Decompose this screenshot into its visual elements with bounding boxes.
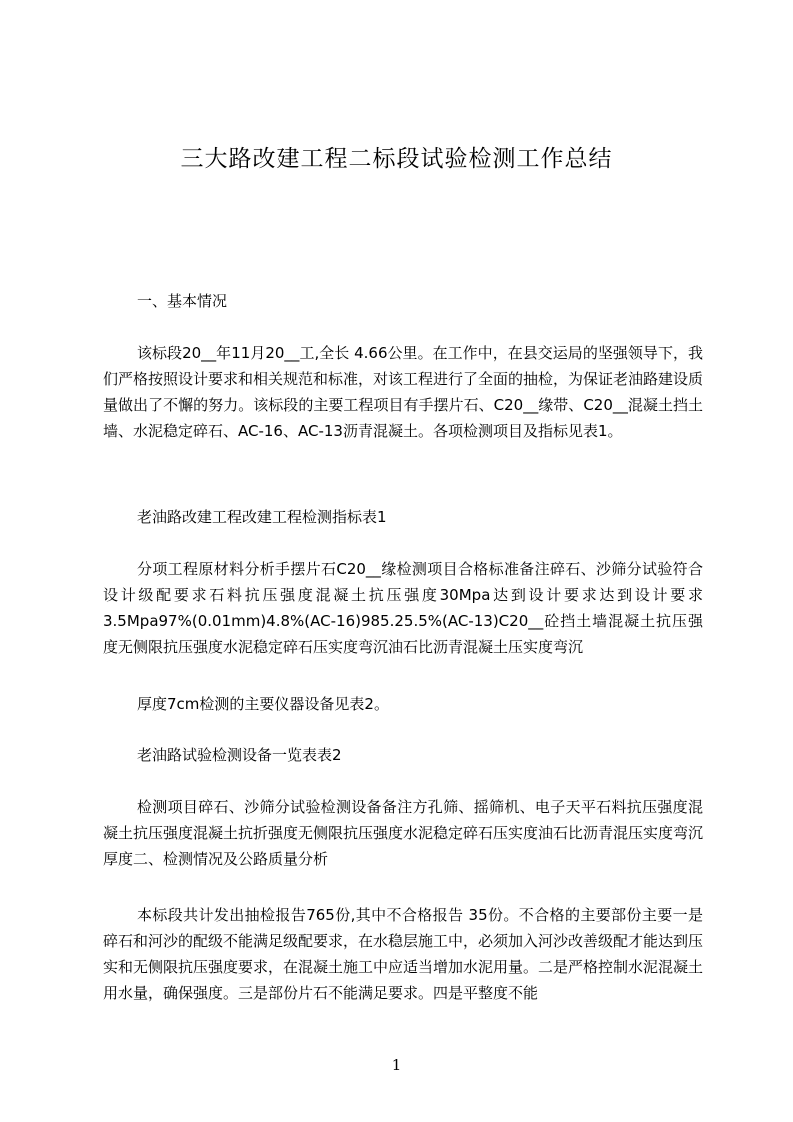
paragraph-equipment-intro: 厚度7cm检测的主要仪器设备见表2。 bbox=[137, 695, 389, 713]
page-number: 1 bbox=[391, 1056, 402, 1074]
table-1-caption: 老油路改建工程改建工程检测指标表1 bbox=[137, 508, 387, 526]
paragraph-inspection-results: 本标段共计发出抽检报告765份,其中不合格报告 35份。不合格的主要部份主要一是碎石和河沙的配级不能满足级配要求，在水稳层施工中，必须加入河沙改善级配才能达到压实和无侧限抗压强度要求，在混凝土施工中应适当增加水泥用量。二是严格控制水泥混凝土用水量，确保强度。三是部份片石不能满足要求。四是平整度不能 bbox=[103, 906, 704, 1002]
section-heading: 一、基本情况 bbox=[137, 292, 228, 310]
paragraph-table-1-content: 分项工程原材料分析手摆片石C20__缘检测项目合格标准备注碎石、沙筛分试验符合设计级配要求石料抗压强度混凝土抗压强度30Mpa达到设计要求达到设计要求3.5Mpa97%(0.01mm)4.8%(AC-16)985.25.5%(AC-13)C20__砼挡土墙混凝土抗压强度无侧限抗压强度水泥稳定碎石压实度弯沉油石比沥青混凝土压实度弯沉 bbox=[103, 560, 703, 656]
paragraph-basic-info: 该标段20__年11月20__工,全长 4.66公里。在工作中，在县交运局的坚强领导下，我们严格按照设计要求和相关规范和标准，对该工程进行了全面的抽检，为保证老油路建设质量做出了不懈的努力。该标段的主要工程项目有手摆片石、C20__缘带、C20__混凝土挡土墙、水泥稳定碎石、AC-16、AC-13沥青混凝土。各项检测项目及指标见表1。 bbox=[103, 344, 704, 440]
paragraph-table-2-content: 检测项目碎石、沙筛分试验检测设备备注方孔筛、摇筛机、电子天平石料抗压强度混凝土抗压强度混凝土抗折强度无侧限抗压强度水泥稳定碎石压实度油石比沥青混压实度弯沉厚度二、检测情况及公路质量分析 bbox=[103, 798, 704, 868]
document-title: 三大路改建工程二标段试验检测工作总结 bbox=[180, 146, 613, 172]
table-2-caption: 老油路试验检测设备一览表表2 bbox=[137, 746, 342, 764]
